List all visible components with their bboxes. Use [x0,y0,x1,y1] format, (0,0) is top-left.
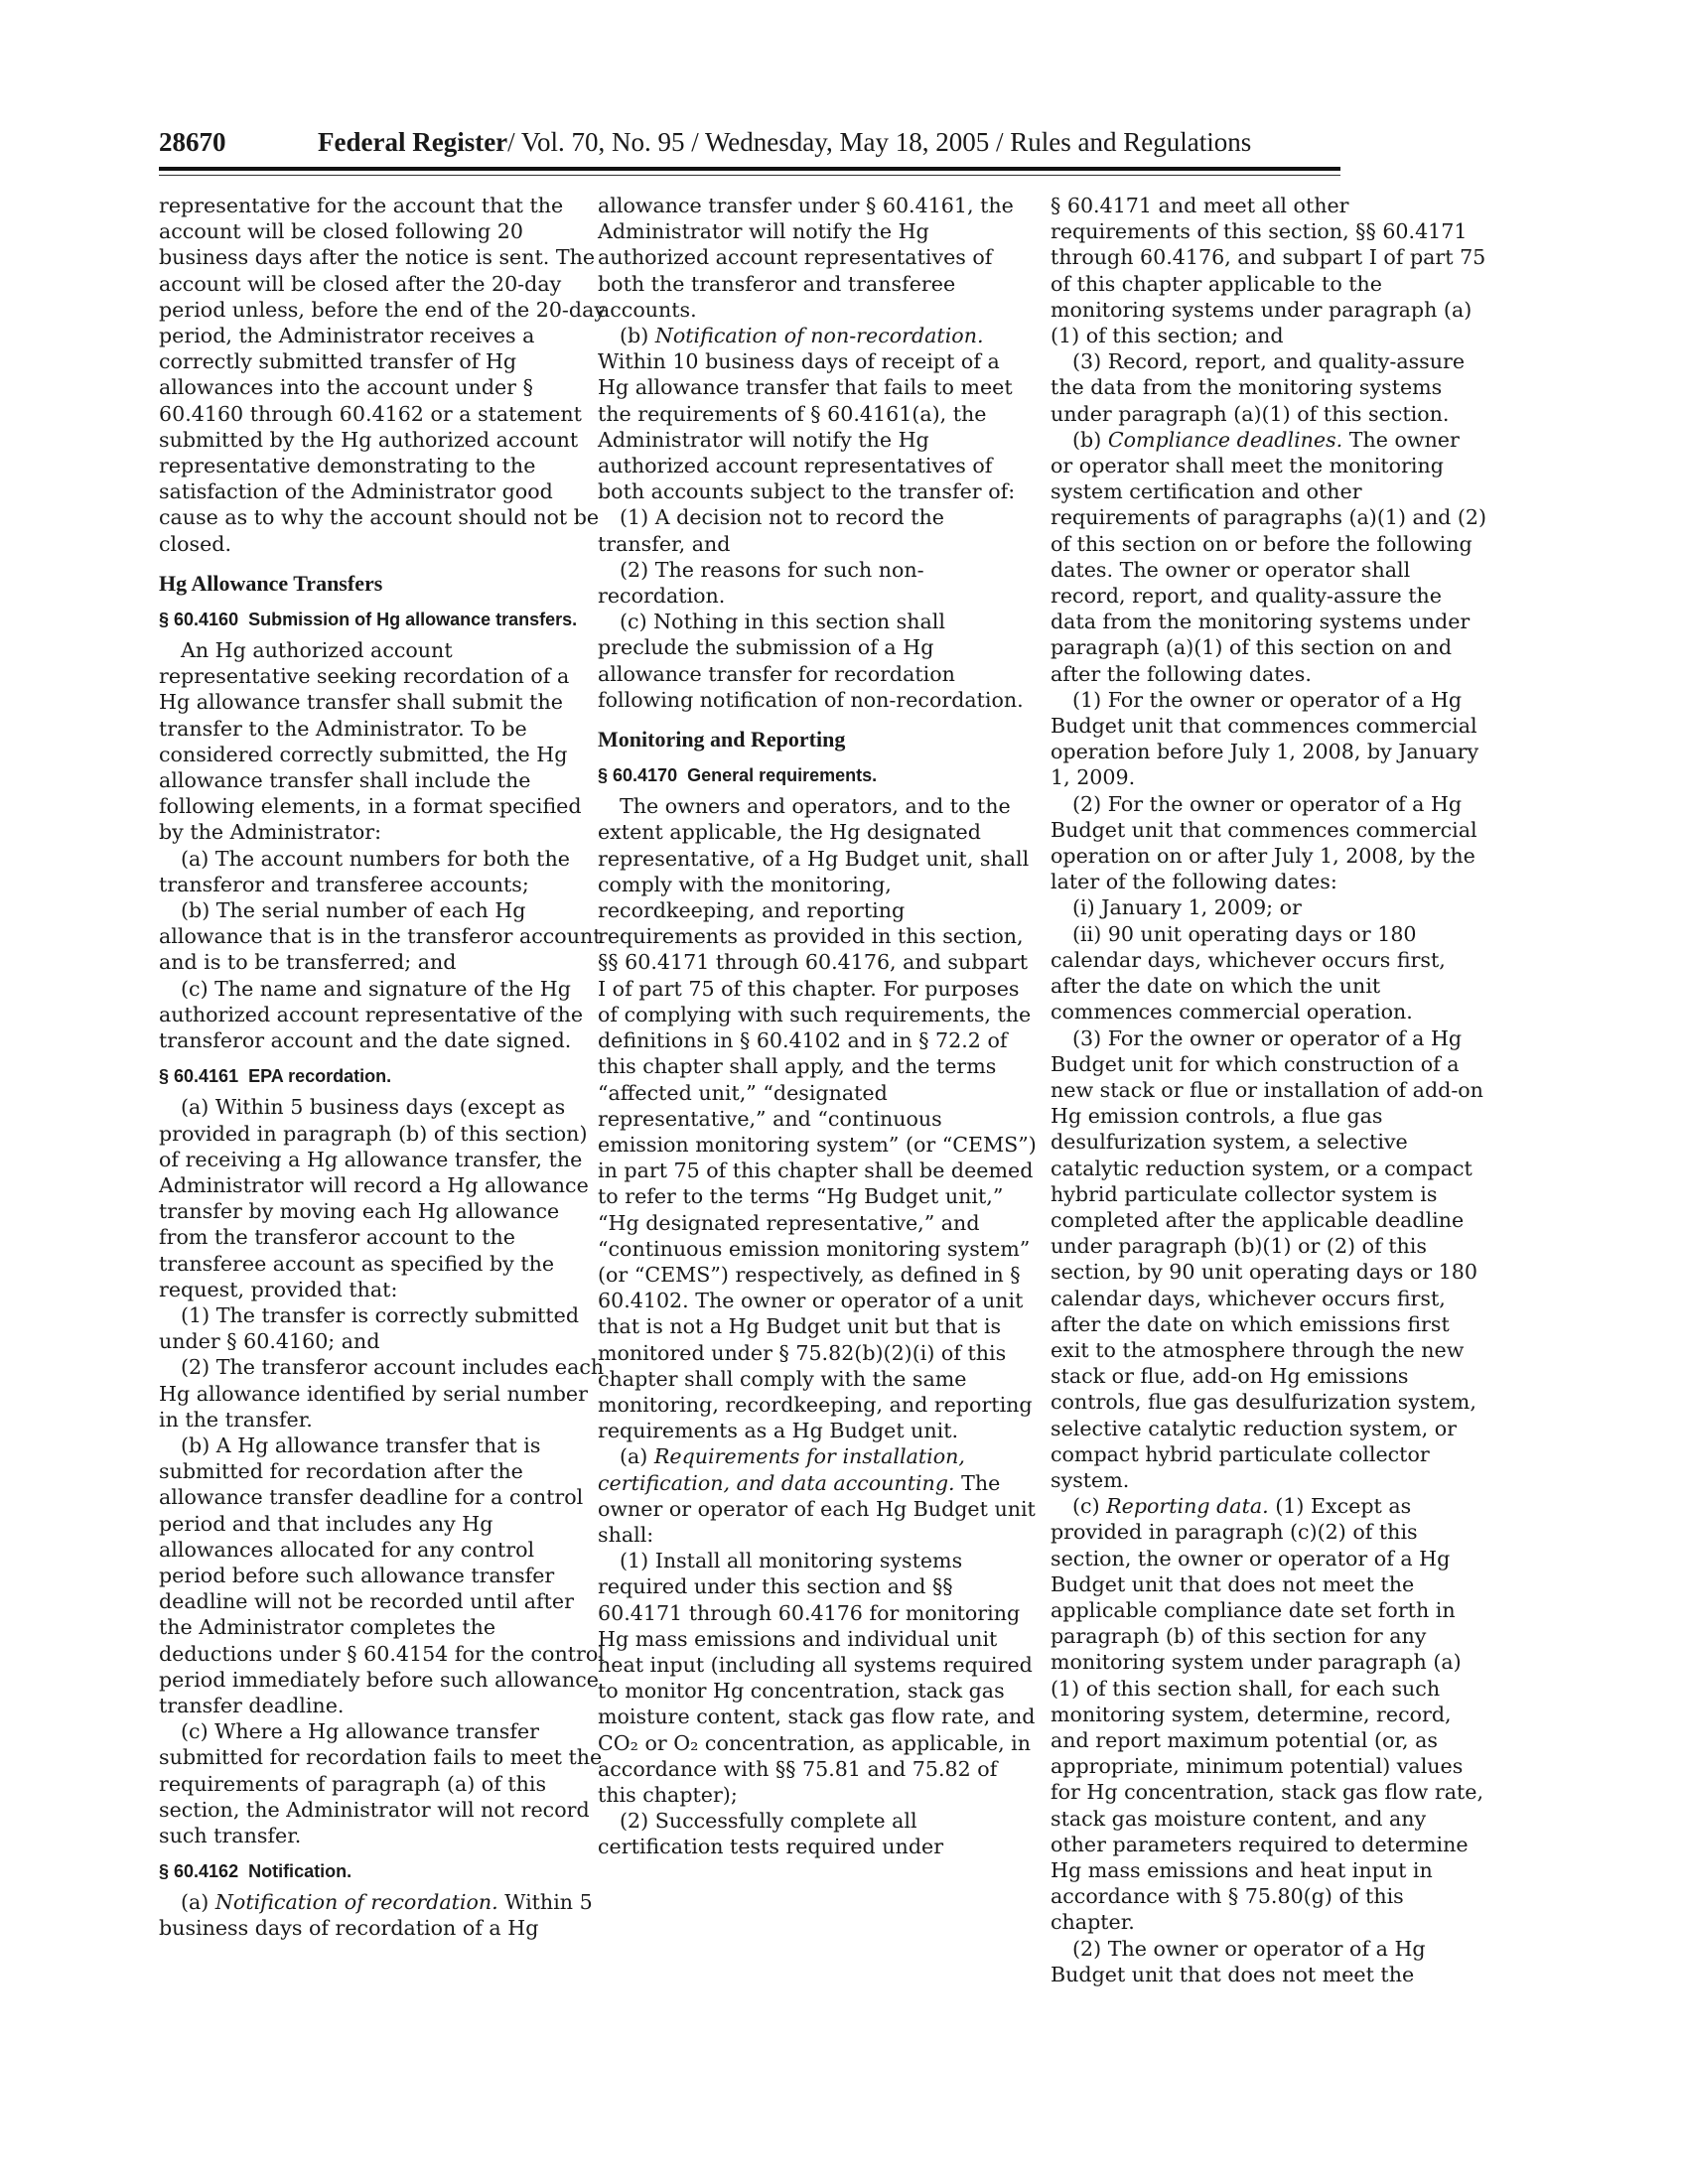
paragraph [159,1889,606,1941]
section-number: § 60.4170 [598,765,678,786]
section-title-60-4161 [159,1065,606,1088]
paragraph [598,323,1037,504]
italic-term: Notification of non-recordation. [654,324,984,348]
paragraph: (2) The reasons for such non-recordation. [598,557,924,609]
column-1 [159,193,606,1942]
paragraph: (b) A Hg allowance transfer that is submitted for recordation after the allowance transfer deadline for a control period and that includes any Hg allowances allocated for any control period before such allowance transfer deadline will not be recorded until after the Administrator completes the deductions under § 60.4154 for the control period immediately before such allowance transfer deadline. [159,1433,605,1717]
paragraph-text: The owner or operator shall meet the monitoring system certification and other requirements of paragraphs (a)(1) and (2) of this section on or before the following dates. The owner or operator shall record, report, and quality-assure the data from the monitoring systems under paragraph (a)(1) of this section on and after the following dates. [1051,427,1486,686]
section-title-60-4162 [159,1860,606,1883]
paragraph: (1) For the owner or operator of a Hg Budget unit that commences commercial operation before July 1, 2008, by January 1, 2009. [1051,687,1479,790]
paragraph: An Hg authorized account representative seeking recordation of a Hg allowance transfer shall submit the transfer to the Administrator. To be considered correctly submitted, the Hg allowance transfer shall include the following elements, in a format specified by the Administrator: [159,638,582,845]
paragraph [598,1443,1037,1548]
running-header [159,127,1340,167]
running-head [318,127,1251,158]
paragraph-label: (b) [1072,427,1102,452]
paragraph: (1) The transfer is correctly submitted under § 60.4160; and [159,1302,580,1354]
header-rule-thin [159,175,1340,176]
section-title: General requirements. [687,765,878,786]
column-3 [1051,193,1487,1987]
section-title: EPA recordation. [248,1066,392,1087]
paragraph: (2) The transferor account includes each Hg allowance identified by serial number in the transfer. [159,1355,605,1432]
paragraph: The owners and operators, and to the extent applicable, the Hg designated representative, of a Hg Budget unit, shall comply with the monitoring, recordkeeping, and reporting requirements as provided in this section, §§ 60.4171 through 60.4176, and subpart I of part 75 of this chapter. For purposes of complying with such requirements, the definitions in § 60.4102 and in § 72.2 of this chapter shall apply, and the terms “affected unit,” “designated representative,” and “continuous emission monitoring system” (or “CEMS”) in part 75 of this chapter shall be deemed to refer to the terms “Hg Budget unit,” “Hg designated representative,” and “continuous emission monitoring system” (or “CEMS”) respectively, as defined in § 60.4102. The owner or operator of a unit that is not a Hg Budget unit but that is monitored under § 75.82(b)(2)(i) of this chapter shall comply with the same monitoring, recordkeeping, and reporting requirements as a Hg Budget unit. [598,794,1037,1443]
paragraph [1051,427,1487,687]
paragraph: (c) Nothing in this section shall preclude the submission of a Hg allowance transfer for recordation following notification of non-recordation. [598,610,1024,712]
column-2 [598,193,1037,1860]
issue-info: / Vol. 70, No. 95 / Wednesday, May 18, 2005 / Rules and Regulations [507,127,1252,157]
paragraph: (b) The serial number of each Hg allowance that is in the transferor account and is to be transferred; and [159,898,602,975]
paragraph: (a) Within 5 business days (except as provided in paragraph (b) of this section) of receiving a Hg allowance transfer, the Administrator will record a Hg allowance transfer by moving each Hg allowance from the transferor account to the transferee account as specified by the request, provided that: [159,1095,589,1301]
section-heading-monitoring-reporting: Monitoring and Reporting [598,727,846,752]
paragraph-label: (b) [620,324,649,348]
paragraph-text: Within 10 business days of receipt of a Hg allowance transfer that fails to meet the requirements of § 60.4161(a), the Administrator will notify the Hg authorized account representatives of both accounts subject to the transfer of: [598,349,1016,504]
paragraph: (3) For the owner or operator of a Hg Budget unit for which construction of a new stack or flue or installation of add-on Hg emission controls, a flue gas desulfurization system, a selective catalytic reduction system, or a compact hybrid particulate collector system is completed after the applicable deadline under paragraph (b)(1) or (2) of this section, by 90 unit operating days or 180 calendar days, whichever occurs first, after the date on which emissions first exit to the atmosphere through the new stack or flue, add-on Hg emissions controls, flue gas desulfurization system, selective catalytic reduction system, or compact hybrid particulate collector system. [1051,1025,1483,1492]
paragraph: (2) For the owner or operator of a Hg Budget unit that commences commercial operation on or after July 1, 2008, by the later of the following dates: [1051,791,1477,894]
italic-term: Requirements for installation, certification, and data accounting. [598,1444,965,1495]
paragraph-text: Within 5 business days of recordation of a Hg [159,1890,593,1941]
italic-term: Reporting data. [1106,1494,1269,1519]
section-title: Notification. [248,1861,352,1882]
paragraph [1051,1493,1487,1935]
paragraph-label: (a) [620,1444,648,1469]
paragraph: (i) January 1, 2009; or [1072,895,1302,920]
paragraph: § 60.4171 and meet all other requirements of this section, §§ 60.4171 through 60.4176, and subpart I of part 75 of this chapter applicable to the monitoring systems under paragraph (a)(1) of this section; and [1051,194,1486,348]
paragraph: (1) Install all monitoring systems required under this section and §§ 60.4171 through 60.4176 for monitoring Hg mass emissions and individual unit heat input (including all systems required to monitor Hg concentration, stack gas moisture content, stack gas flow rate, and CO₂ or O₂ concentration, as applicable, in accordance with §§ 75.81 and 75.82 of this chapter); [598,1549,1036,1807]
italic-term: Compliance deadlines. [1107,427,1343,452]
paragraph: (c) Where a Hg allowance transfer submitted for recordation fails to meet the requirements of paragraph (a) of this section, the Administrator will not record such transfer. [159,1719,603,1847]
publication-name: Federal Register [318,127,508,157]
paragraph: (3) Record, report, and quality-assure the data from the monitoring systems under paragraph (a)(1) of this section. [1051,349,1466,426]
paragraph: representative for the account that the account will be closed following 20 business days after the notice is sent. The account will be closed after the 20-day period unless, before the end of the 20-day period, the Administrator receives a correctly submitted transfer of Hg allowances into the account under § 60.4160 through 60.4162 or a statement submitted by the Hg authorized account representative demonstrating to the satisfaction of the Administrator good cause as to why the account should not be closed. [159,194,606,556]
paragraph: (a) The account numbers for both the transferor and transferee accounts; [159,846,570,896]
section-number: § 60.4161 [159,1066,239,1087]
paragraph: (2) The owner or operator of a Hg Budget unit that does not meet the [1051,1936,1426,1986]
paragraph: allowance transfer under § 60.4161, the Administrator will notify the Hg authorized account representatives of both the transferor and transferee accounts. [598,194,1014,322]
paragraph-text: (1) Except as provided in paragraph (c)(2) of this section, the owner or operator of a Hg Budget unit that does not meet the applicable compliance date set forth in paragraph (b) of this section for any monitoring system under paragraph (a)(1) of this section shall, for each such monitoring system, determine, record, and report maximum potential (or, as appropriate, minimum potential) values for Hg concentration, stack gas flow rate, stack gas moisture content, and any other parameters required to determine Hg mass emissions and heat input in accordance with § 75.80(g) of this chapter. [1051,1494,1483,1935]
paragraph-label: (a) [181,1890,210,1915]
section-number: § 60.4162 [159,1861,239,1882]
paragraph-label: (c) [1072,1494,1100,1519]
section-number: § 60.4160 [159,610,239,630]
paragraph: (2) Successfully complete all certification tests required under [598,1809,944,1859]
paragraph: (1) A decision not to record the transfer, and [598,505,944,556]
header-rule-thick [159,167,1340,171]
section-title: Submission of Hg allowance transfers. [248,610,578,630]
paragraph-text: The owner or operator of each Hg Budget unit shall: [598,1470,1036,1547]
paragraph: (ii) 90 unit operating days or 180 calendar days, whichever occurs first, after the date on which the unit commences commercial operation. [1051,921,1446,1024]
italic-term: Notification of recordation. [214,1890,498,1915]
page-number: 28670 [159,127,226,157]
section-heading-hg-allowance-transfers: Hg Allowance Transfers [159,570,383,596]
section-title-60-4170 [598,764,1037,787]
section-title-60-4160 [159,609,606,631]
paragraph: (c) The name and signature of the Hg authorized account representative of the transferor account and the date signed. [159,976,584,1053]
